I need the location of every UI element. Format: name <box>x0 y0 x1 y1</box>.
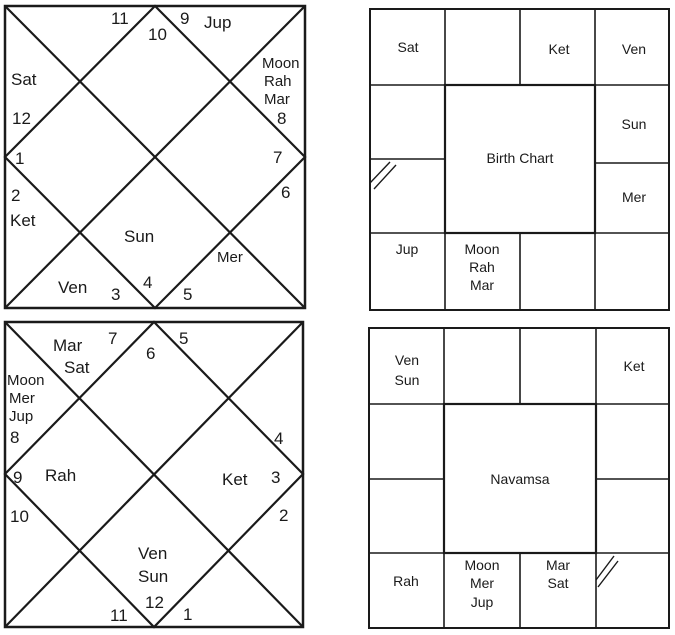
planet-label: Rah <box>393 573 419 589</box>
planet-label: Rah <box>469 259 495 275</box>
planet-label: Ven <box>621 41 647 57</box>
house-number: 7 <box>108 329 118 348</box>
planet-label: Jup <box>9 408 34 425</box>
house-number: 1 <box>183 605 193 624</box>
planet-label: Ket <box>222 470 248 489</box>
planet-label: Ven <box>58 278 88 297</box>
planet-label: Ven <box>138 544 168 563</box>
planet-label: Sun <box>124 227 155 246</box>
planet-label: Moon <box>7 372 45 389</box>
planet-label: Mar <box>53 336 83 355</box>
planet-label: Jup <box>470 594 494 610</box>
house-number: 12 <box>145 593 164 612</box>
planet-label: Mer <box>621 189 647 205</box>
house-number: 9 <box>13 468 23 487</box>
chart-title: Navamsa <box>490 471 550 487</box>
planet-label: Ven <box>394 352 420 368</box>
house-number: 11 <box>111 9 129 28</box>
house-number: 10 <box>10 507 29 526</box>
north-navamsa-chart <box>5 322 303 627</box>
house-number: 4 <box>274 429 284 448</box>
planet-label: Mar <box>545 557 571 573</box>
planet-label: Rah <box>45 466 77 485</box>
house-number: 10 <box>148 25 167 44</box>
house-number: 1 <box>15 149 25 168</box>
planet-label: Ket <box>10 211 36 230</box>
house-number: 3 <box>111 285 121 304</box>
planet-label: Mar <box>264 91 290 108</box>
house-number: 3 <box>271 468 281 487</box>
planet-label: Sun <box>621 116 647 132</box>
planet-label: Mer <box>217 249 243 266</box>
planet-label: Sat <box>547 575 569 591</box>
planet-label: Moon <box>262 55 300 72</box>
planet-label: Rah <box>264 73 292 90</box>
planet-label: Moon <box>464 557 500 573</box>
house-number: 2 <box>279 506 289 525</box>
house-number: 5 <box>183 285 193 304</box>
house-number: 2 <box>11 186 21 205</box>
planet-label: Ket <box>548 41 570 57</box>
north-birth-chart <box>5 6 305 308</box>
planet-label: Sat <box>64 358 90 377</box>
house-number: 8 <box>277 109 287 128</box>
planet-label: Sat <box>11 70 37 89</box>
house-number: 4 <box>143 273 153 292</box>
house-number: 12 <box>12 109 31 128</box>
planet-label: Jup <box>395 241 419 257</box>
house-number: 7 <box>273 148 283 167</box>
planet-label: Sun <box>394 372 420 388</box>
planet-label: Mer <box>469 575 495 591</box>
south-navamsa-chart <box>369 328 669 628</box>
house-number: 6 <box>281 183 291 202</box>
house-number: 5 <box>179 329 189 348</box>
planet-label: Sat <box>397 39 419 55</box>
south-birth-chart <box>370 9 669 310</box>
planet-label: Mer <box>9 390 35 407</box>
planet-label: Moon <box>464 241 500 257</box>
planet-label: Mar <box>469 277 495 293</box>
house-number: 9 <box>180 9 190 28</box>
house-number: 8 <box>10 428 20 447</box>
planet-label: Ket <box>623 358 645 374</box>
planet-label: Jup <box>204 13 232 32</box>
chart-title: Birth Chart <box>486 150 554 166</box>
house-number: 11 <box>110 606 128 625</box>
planet-label: Sun <box>138 567 169 586</box>
house-number: 6 <box>146 344 156 363</box>
